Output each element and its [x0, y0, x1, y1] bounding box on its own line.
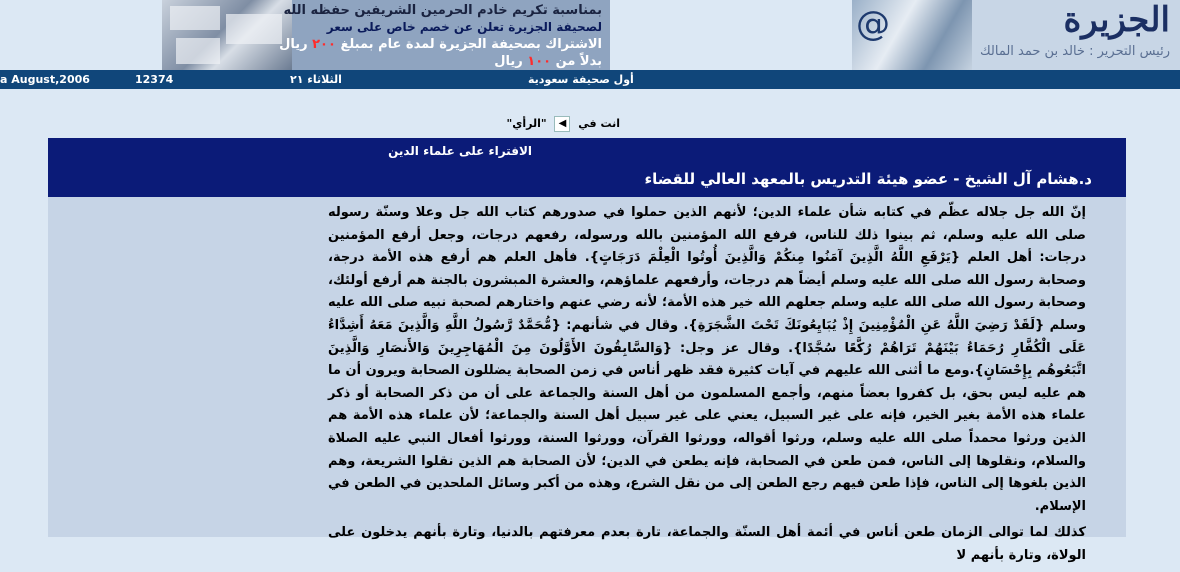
- subscription-ad-banner[interactable]: [162, 0, 610, 70]
- article-author: د.هشام آل الشيخ - عضو هيئة التدريس بالمعهد العالي للقضاء: [644, 170, 1092, 188]
- date-english: a August,2006: [0, 73, 90, 86]
- ad-price: ٢٠٠: [312, 37, 336, 52]
- slogan: أول صحيفة سعودية: [528, 73, 634, 86]
- article-paragraph: كذلك لما توالى الزمان طعن أناس في أئمة أهل السنّة والجماعة، تارة بعدم معرفتهم بالدنيا، وتارة بأنهم يدخلون على الولاة، وتارة بأنهم لا: [328, 525, 1086, 563]
- article-paragraph: إنّ الله جل جلاله عظّم في كتابه شأن علماء الدين؛ لأنهم الذين حملوا في صدورهم كتاب الله جل وعلا وسنّة رسوله صلى الله عليه وسلم، ثم بينوا ذلك للناس، فرفع الله المؤمنين بالله ورسوله، رفعهم درجات، وجعل أرفع المؤمنين درجات: أهل العلم {يَرْفَعِ اللَّهُ الَّذِينَ آمَنُوا مِنكُمْ وَالَّذِينَ أُوتُوا الْعِلْمَ دَرَجَاتٍ}. فأهل العلم هم أرفع هذه الأمة درجة، وصحابة رسول الله صلى الله عليه وسلم أيضاً هم درجات، وأرفعهم علماؤهم، والعشرة المبشرون بالجنة هم أرفع أولئك، وصحابة رسول الله صلى الله عليه وسلم جعلهم الله خير هذه الأمة؛ لأنه رضي عنهم واختارهم لصحبة نبيه صلى الله عليه وسلم {لَقَدْ رَضِيَ اللَّهُ عَنِ الْمُؤْمِنِينَ إِذْ يُبَايِعُونَكَ تَحْتَ الشَّجَرَةِ}. وقال في شأنهم: {مُّحَمَّدٌ رَّسُولُ اللَّهِ وَالَّذِينَ مَعَهُ أَشِدَّاءُ عَلَى الْكُفَّارِ رُحَمَاءُ بَيْنَهُمْ تَرَاهُمْ رُكَّعًا سُجَّدًا}. وقال عز وجل: {وَالسَّابِقُونَ الأَوَّلُونَ مِنَ الْمُهَاجِرِينَ وَالأَنصَارِ وَالَّذِينَ اتَّبَعُوهُم بِإِحْسَانٍ}.ومع ما أثنى الله عليهم في آيات كثيرة فقد ظهر أناس في زمن الصحابة يضللون الصحابة ويرون أن ما هم عليه ليس بحق، بل كفروا بعضاً منهم، وأجمع المسلمون من أهل السنة والجماعة على أن من ذكر الصحابة أو ذكر علماء هذه الأمة بغير الخير، فإنه على غير السبيل، يعني على غير سبيل أهل السنة والجماعة؛ لأن علماء هذه الأمة هم الذين ورثوا محمداً صلى الله عليه وسلم، ورثوا أقواله، وورثوا القرآن، وورثوا السنة، وورثوا أفعال النبي عليه الصلاة والسلام، ونقلوها إلى الناس، فمن طعن في الصحابة، فإنه يطعن في الدين؛ لأن الصحابة هم الذين نقلوا الشريعة، وهم الذين بلغوها إلى الناس، فإذا طعن فيهم رجع الطعن إلى من نقل الشرع، وهذه من أكبر وسائل الملحدين في الطعن في الإسلام.: [328, 205, 1086, 514]
- info-bar: [0, 70, 1180, 89]
- ad-line-1: بمناسبة تكريم خادم الحرمين الشريفين حفظه الله: [283, 3, 602, 18]
- logo-name: الجزيرة: [1063, 0, 1170, 40]
- article-title: الافتراء على علماء الدين: [388, 144, 532, 158]
- logo-photo: [852, 0, 972, 70]
- breadcrumb-section-link[interactable]: "الرأي": [506, 117, 547, 130]
- ad-line-3-text-b: ريال بدلاً من: [279, 37, 602, 69]
- breadcrumb: [480, 116, 620, 132]
- ad-old-price: ١٠٠: [527, 54, 552, 69]
- site-logo[interactable]: [852, 0, 1180, 70]
- ad-line-3-text: الاشتراك بصحيفة الجزيرة لمدة عام بمبلغ: [340, 37, 602, 52]
- arrow-left-icon: ◀: [554, 116, 570, 132]
- date-arabic: الثلاثاء ٢١: [290, 73, 342, 86]
- breadcrumb-location: انت في: [578, 117, 620, 130]
- editor-in-chief: رئيس التحرير : خالد بن حمد المالك: [979, 44, 1170, 59]
- at-icon: @: [856, 4, 890, 44]
- ad-line-2: لصحيفة الجزيرة تعلن عن خصم خاص على سعر: [326, 20, 602, 34]
- ad-line-3: [272, 36, 602, 70]
- article-text: [328, 202, 1086, 572]
- article-body: [48, 197, 1126, 563]
- ad-text: [272, 2, 602, 70]
- article-header: [48, 138, 1126, 197]
- issue-number: 12374: [135, 73, 174, 86]
- site-header: [0, 0, 1180, 70]
- article: [48, 138, 1126, 563]
- ad-currency: ريال: [494, 54, 523, 69]
